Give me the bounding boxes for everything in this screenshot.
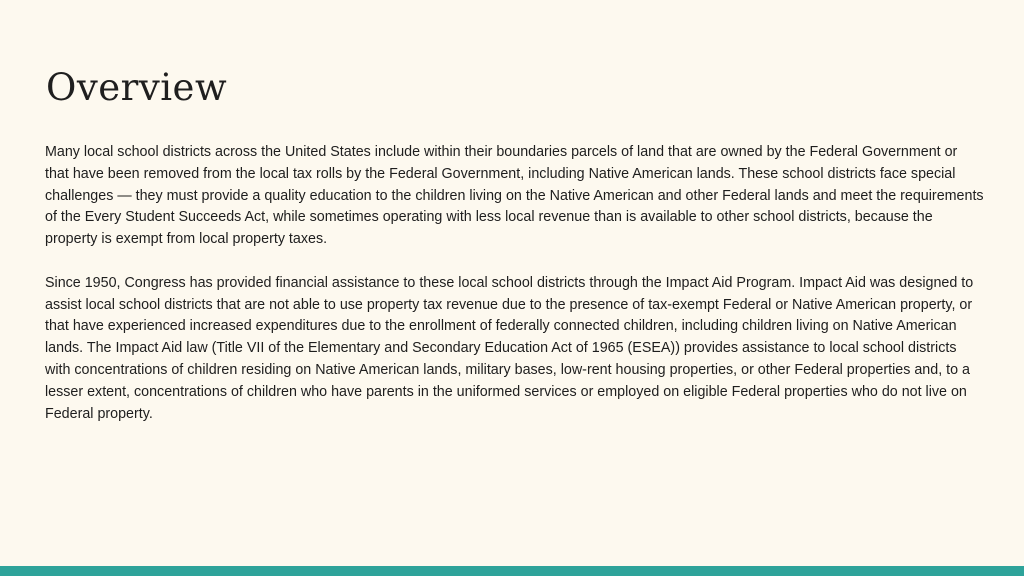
body-paragraph: Since 1950, Congress has provided financial assistance to these local school districts through the Impact Aid Program. Impact Aid was designed to assist local school districts that are not able to use property tax revenue due to the presence of tax-exempt Federal or Native American property, or that have experienced increased expenditures due to the enrollment of federally connected children, including children living on Native American lands. The Impact Aid law (Title VII of the Elementary and Secondary Education Act of 1965 (ESEA)) provides assistance to local school districts with concentrations of children residing on Native American lands, military bases, low-rent housing properties, or other Federal properties and, to a lesser extent, concentrations of children who have parents in the uniformed services or employed on eligible Federal properties who do not live on Federal property. <box>45 274 974 422</box>
bottom-accent-bar <box>0 566 1024 576</box>
slide-title: Overview <box>46 66 228 109</box>
body-paragraph: Many local school districts across the United States include within their boundaries parcels of land that are owned by the Federal Government or that have been removed from the local tax rolls by the Federal Government, including Native American lands. These school districts face special challenges — they must provide a quality education to the children living on the Native American and other Federal lands and meet the requirements of the Every Student Succeeds Act, while sometimes operating with less local revenue than is available to other school districts, because the property is exempt from local property taxes. <box>45 144 984 248</box>
slide-body <box>45 142 985 425</box>
